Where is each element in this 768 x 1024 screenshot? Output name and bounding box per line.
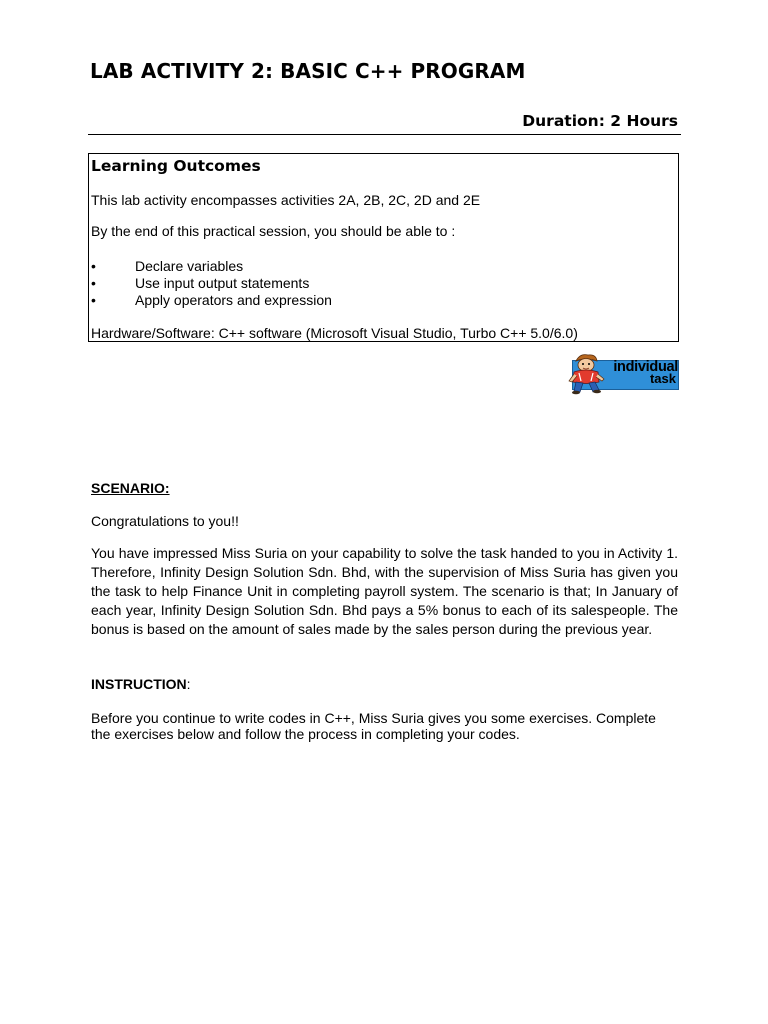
learning-outcomes-box bbox=[88, 153, 679, 342]
instruction-heading bbox=[91, 676, 191, 692]
bullet-icon: • bbox=[91, 292, 96, 308]
individual-task-badge bbox=[566, 351, 680, 395]
list-item-label: Declare variables bbox=[135, 258, 244, 274]
badge-label-line1: individual bbox=[613, 359, 678, 375]
instruction-body: Before you continue to write codes in C++, Miss Suria gives you some exercises. Complete the exercises below and follow the process in completing your codes. bbox=[91, 710, 656, 742]
instruction-heading-text: INSTRUCTION bbox=[91, 676, 187, 692]
list-item-label: Use input output statements bbox=[135, 275, 310, 291]
page-title: LAB ACTIVITY 2: BASIC C++ PROGRAM bbox=[90, 59, 526, 83]
header-divider bbox=[88, 134, 681, 135]
learning-outcomes-intro: This lab activity encompasses activities 2A, 2B, 2C, 2D and 2E bbox=[91, 192, 481, 208]
learning-outcomes-lead-in: By the end of this practical session, you should be able to : bbox=[91, 223, 456, 239]
individual-task-figure-icon bbox=[566, 351, 608, 395]
scenario-heading: SCENARIO: bbox=[91, 480, 170, 496]
list-item-label: Apply operators and expression bbox=[135, 292, 332, 308]
hardware-software-note: Hardware/Software: C++ software (Microsoft Visual Studio, Turbo C++ 5.0/6.0) bbox=[91, 325, 578, 341]
badge-label bbox=[603, 361, 678, 385]
bullet-icon: • bbox=[91, 258, 96, 274]
scenario-greeting: Congratulations to you!! bbox=[91, 513, 239, 529]
badge-label-line2: task bbox=[649, 371, 676, 386]
duration-label: Duration: 2 Hours bbox=[522, 112, 678, 130]
learning-outcomes-heading: Learning Outcomes bbox=[91, 157, 261, 175]
bullet-icon: • bbox=[91, 275, 96, 291]
scenario-body: You have impressed Miss Suria on your capability to solve the task handed to you in Activity 1. Therefore, Infinity Design Solution Sdn. Bhd, with the supervision of Miss Suria has given you the task to help Finance Unit in completing payroll system. The scenario is that; In January of each year, Infinity Design Solution Sdn. Bhd pays a 5% bonus to each of its salespeople. The bonus is based on the amount of sales made by the sales person during the previous year. bbox=[91, 545, 678, 637]
instruction-heading-colon: : bbox=[186, 676, 191, 692]
